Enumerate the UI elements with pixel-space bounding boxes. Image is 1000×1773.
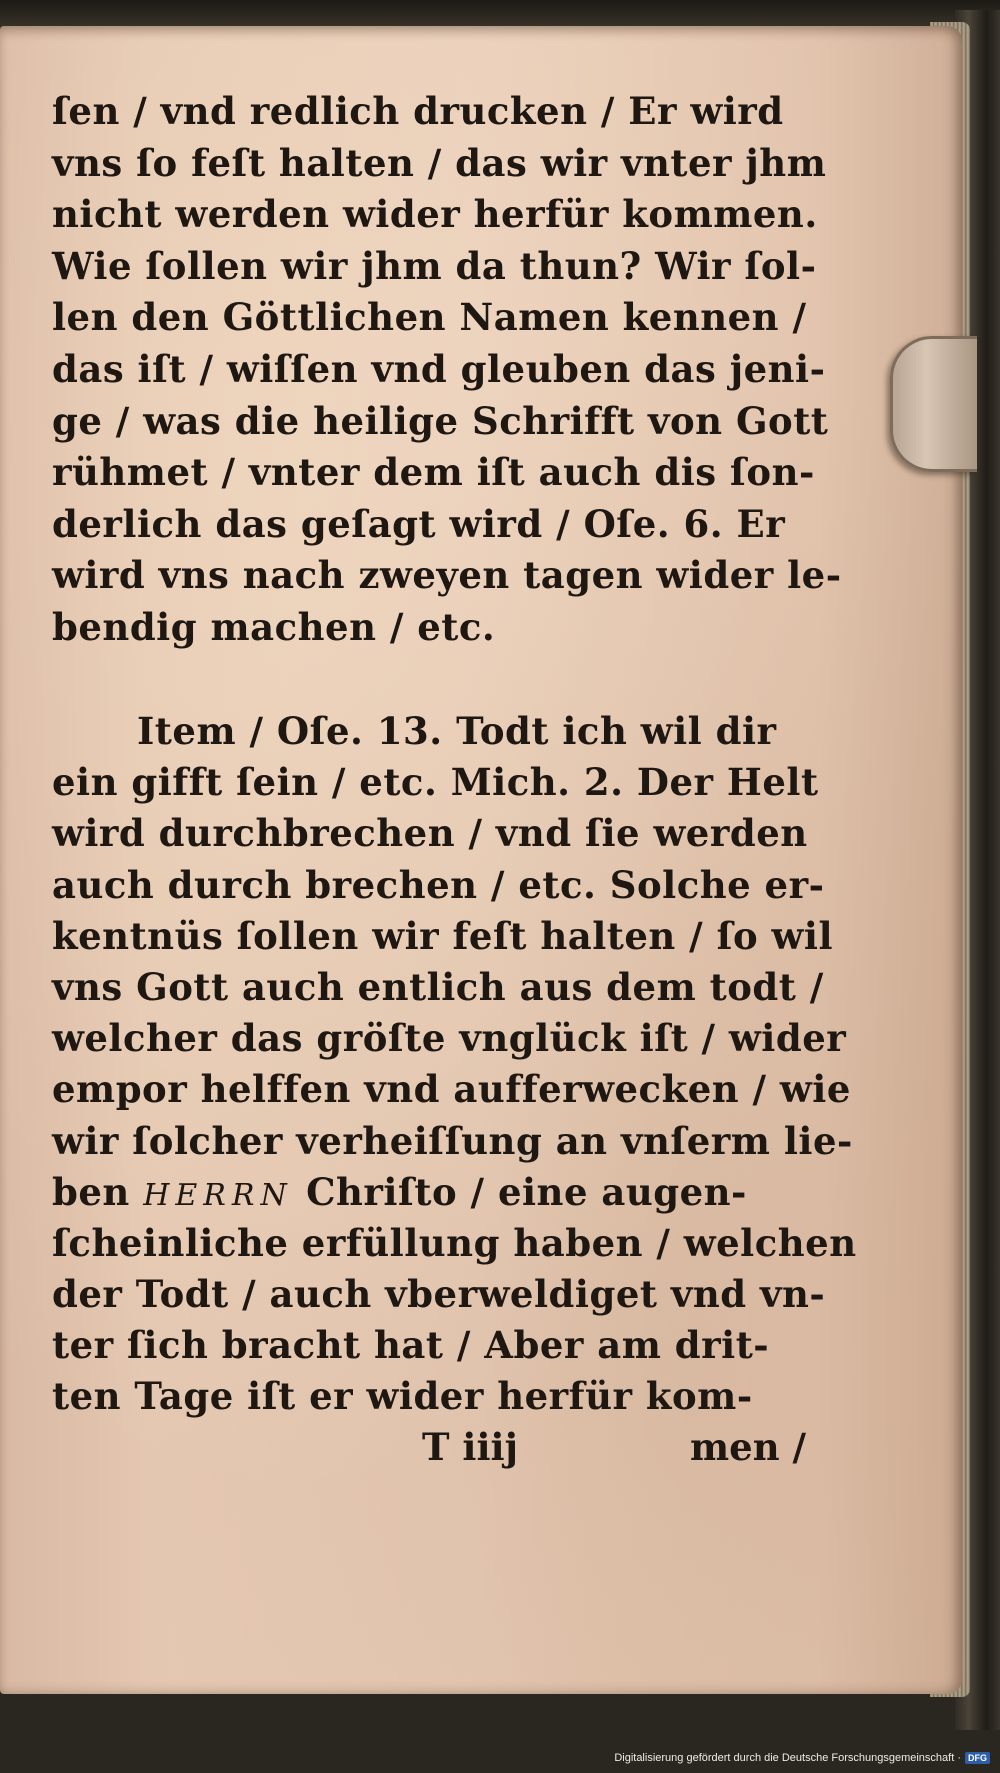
text-line: bendig machen / etc. — [52, 604, 496, 649]
credit-text: Digitalisierung gefördert durch die Deutsche Forschungsgemeinschaft · — [614, 1752, 961, 1764]
text-line: ge / was die heilige Schrifft von Gott — [52, 398, 829, 443]
text-line: der Todt / auch vberweldiget vnd vn- — [52, 1272, 826, 1317]
paragraph-2 — [52, 706, 857, 1423]
text-line: wird vns nach zweyen tagen wider le- — [52, 553, 842, 598]
text-line: Item / Oſe. 13. Todt ich wil dir — [137, 709, 777, 753]
text-line: auch durch brechen / etc. Solche er- — [52, 862, 825, 907]
book-clasp — [890, 336, 977, 472]
text-line: nicht werden wider herfür kommen. — [52, 192, 818, 237]
signature-mark: T iiij — [422, 1425, 518, 1469]
small-caps-name: HERRN — [143, 1177, 293, 1213]
catchword: men / — [690, 1425, 806, 1469]
text-line: kentnüs ſollen wir feſt halten / ſo wil — [52, 913, 834, 958]
text-line-with-small-caps — [52, 1167, 812, 1218]
text-line: ein gifft ſein / etc. Mich. 2. Der Helt — [52, 760, 819, 805]
digitization-credit — [614, 1752, 990, 1764]
text-line: len den Göttlichen Namen kennen / — [52, 295, 807, 340]
text-line: ſcheinliche erfüllung haben / welchen — [52, 1220, 857, 1265]
text-line: das iſt / wiſſen vnd gleuben das jeni- — [52, 346, 826, 391]
page-footer — [52, 1421, 812, 1473]
text-line: wird durchbrechen / vnd ſie werden — [52, 811, 808, 856]
text-fragment: Chriſto / eine augen- — [292, 1169, 747, 1214]
text-line: Wie ſollen wir jhm da thun? Wir ſol- — [52, 243, 817, 288]
text-line: empor helffen vnd aufferwecken / wie — [52, 1067, 851, 1112]
text-line: vns ſo feſt halten / das wir vnter jhm — [52, 140, 827, 185]
text-line: rühmet / vnter dem iſt auch dis ſon- — [52, 450, 815, 495]
text-line: ten Tage iſt er wider herfür kom- — [52, 1374, 753, 1419]
dfg-logo-icon: DFG — [965, 1752, 990, 1764]
text-line: wir ſolcher verheiſſung an vnſerm lie- — [52, 1118, 853, 1163]
text-line: ter ſich bracht hat / Aber am drit- — [52, 1323, 770, 1368]
text-line: ſen / vnd redlich drucken / Er wird — [52, 89, 784, 133]
paragraph-1 — [52, 86, 842, 654]
book-page — [0, 26, 962, 1694]
text-line: vns Gott auch entlich aus dem todt / — [52, 964, 824, 1009]
text-fragment: ben — [52, 1169, 144, 1214]
text-line: derlich das geſagt wird / Oſe. 6. Er — [52, 501, 786, 546]
text-line: welcher das gröſte vnglück iſt / wider — [52, 1016, 847, 1061]
